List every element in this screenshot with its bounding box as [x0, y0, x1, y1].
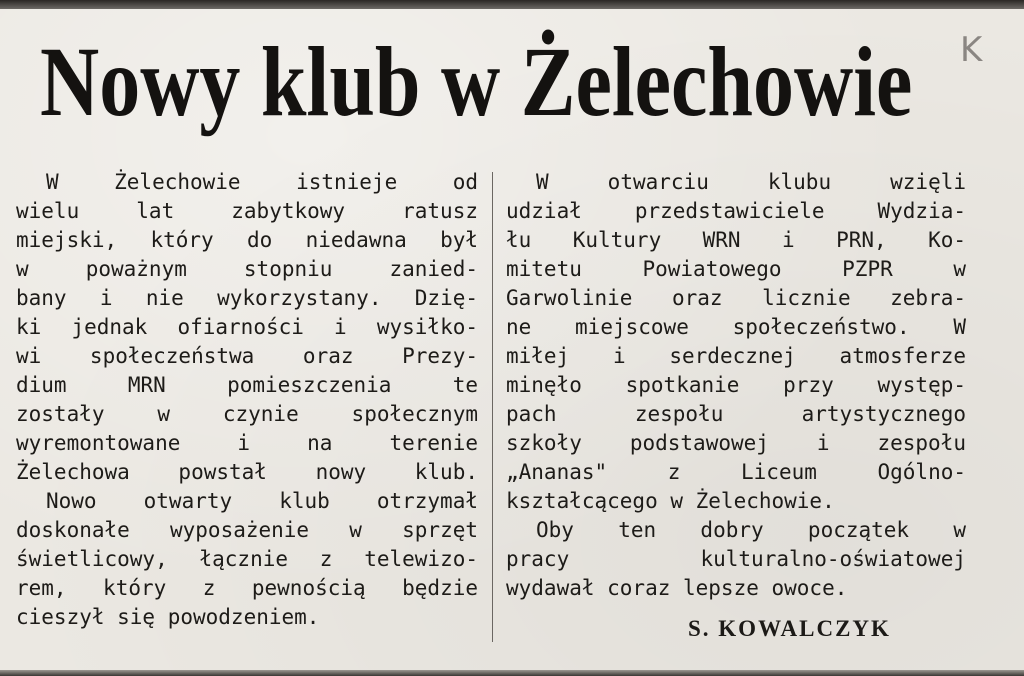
headline: Nowy klub w Żelechowie [40, 26, 913, 137]
article-line: mitetu Powiatowego PZPR w [506, 257, 966, 281]
article-line: miłej i serdecznej atmosferze [506, 344, 966, 368]
article-line: Żelechowa powstał nowy klub. [16, 460, 478, 484]
article-column-right [506, 168, 966, 603]
article-line: doskonałe wyposażenie w sprzęt [16, 518, 478, 542]
column-divider [492, 172, 493, 642]
article-line: miejski, który do niedawna był [16, 228, 478, 252]
top-rule [0, 0, 1024, 9]
article-line: W Żelechowie istnieje od [46, 170, 478, 194]
article-line: rem, który z pewnością będzie [16, 576, 478, 600]
article-line: pracy kulturalno-oświatowej [506, 547, 966, 571]
article-line: Nowo otwarty klub otrzymał [46, 489, 478, 513]
article-column-left [16, 168, 478, 632]
handwritten-mark: K [960, 30, 983, 70]
article-line: w poważnym stopniu zanied- [16, 257, 478, 281]
author-signature: S. KOWALCZYK [688, 616, 891, 641]
article-line: pach zespołu artystycznego [506, 402, 966, 426]
article-line: Garwolinie oraz licznie zebra- [506, 286, 966, 310]
article-line: „Ananas" z Liceum Ogólno- [506, 460, 966, 484]
article-line: minęło spotkanie przy występ- [506, 373, 966, 397]
article-line: ki jednak ofiarności i wysiłko- [16, 315, 478, 339]
article-line: kształcącego w Żelechowie. [506, 489, 835, 513]
article-line: wi społeczeństwa oraz Prezy- [16, 344, 478, 368]
article-line: dium MRN pomieszczenia te [16, 373, 478, 397]
article-line: ne miejscowe społeczeństwo. W [506, 315, 966, 339]
article-line: udział przedstawiciele Wydzia- [506, 199, 966, 223]
article-line: cieszył się powodzeniem. [16, 605, 320, 629]
article-line: szkoły podstawowej i zespołu [506, 431, 966, 455]
article-line: W otwarciu klubu wzięli [536, 170, 966, 194]
article-line: łu Kultury WRN i PRN, Ko- [506, 228, 966, 252]
article-line: wyremontowane i na terenie [16, 431, 478, 455]
article-line: zostały w czynie społecznym [16, 402, 478, 426]
bottom-rule [0, 670, 1024, 676]
article-line: wielu lat zabytkowy ratusz [16, 199, 478, 223]
article-line: bany i nie wykorzystany. Dzię- [16, 286, 478, 310]
article-line: Oby ten dobry początek w [536, 518, 966, 542]
article-line: świetlicowy, łącznie z telewizo- [16, 547, 478, 571]
article-line: wydawał coraz lepsze owoce. [506, 576, 848, 600]
